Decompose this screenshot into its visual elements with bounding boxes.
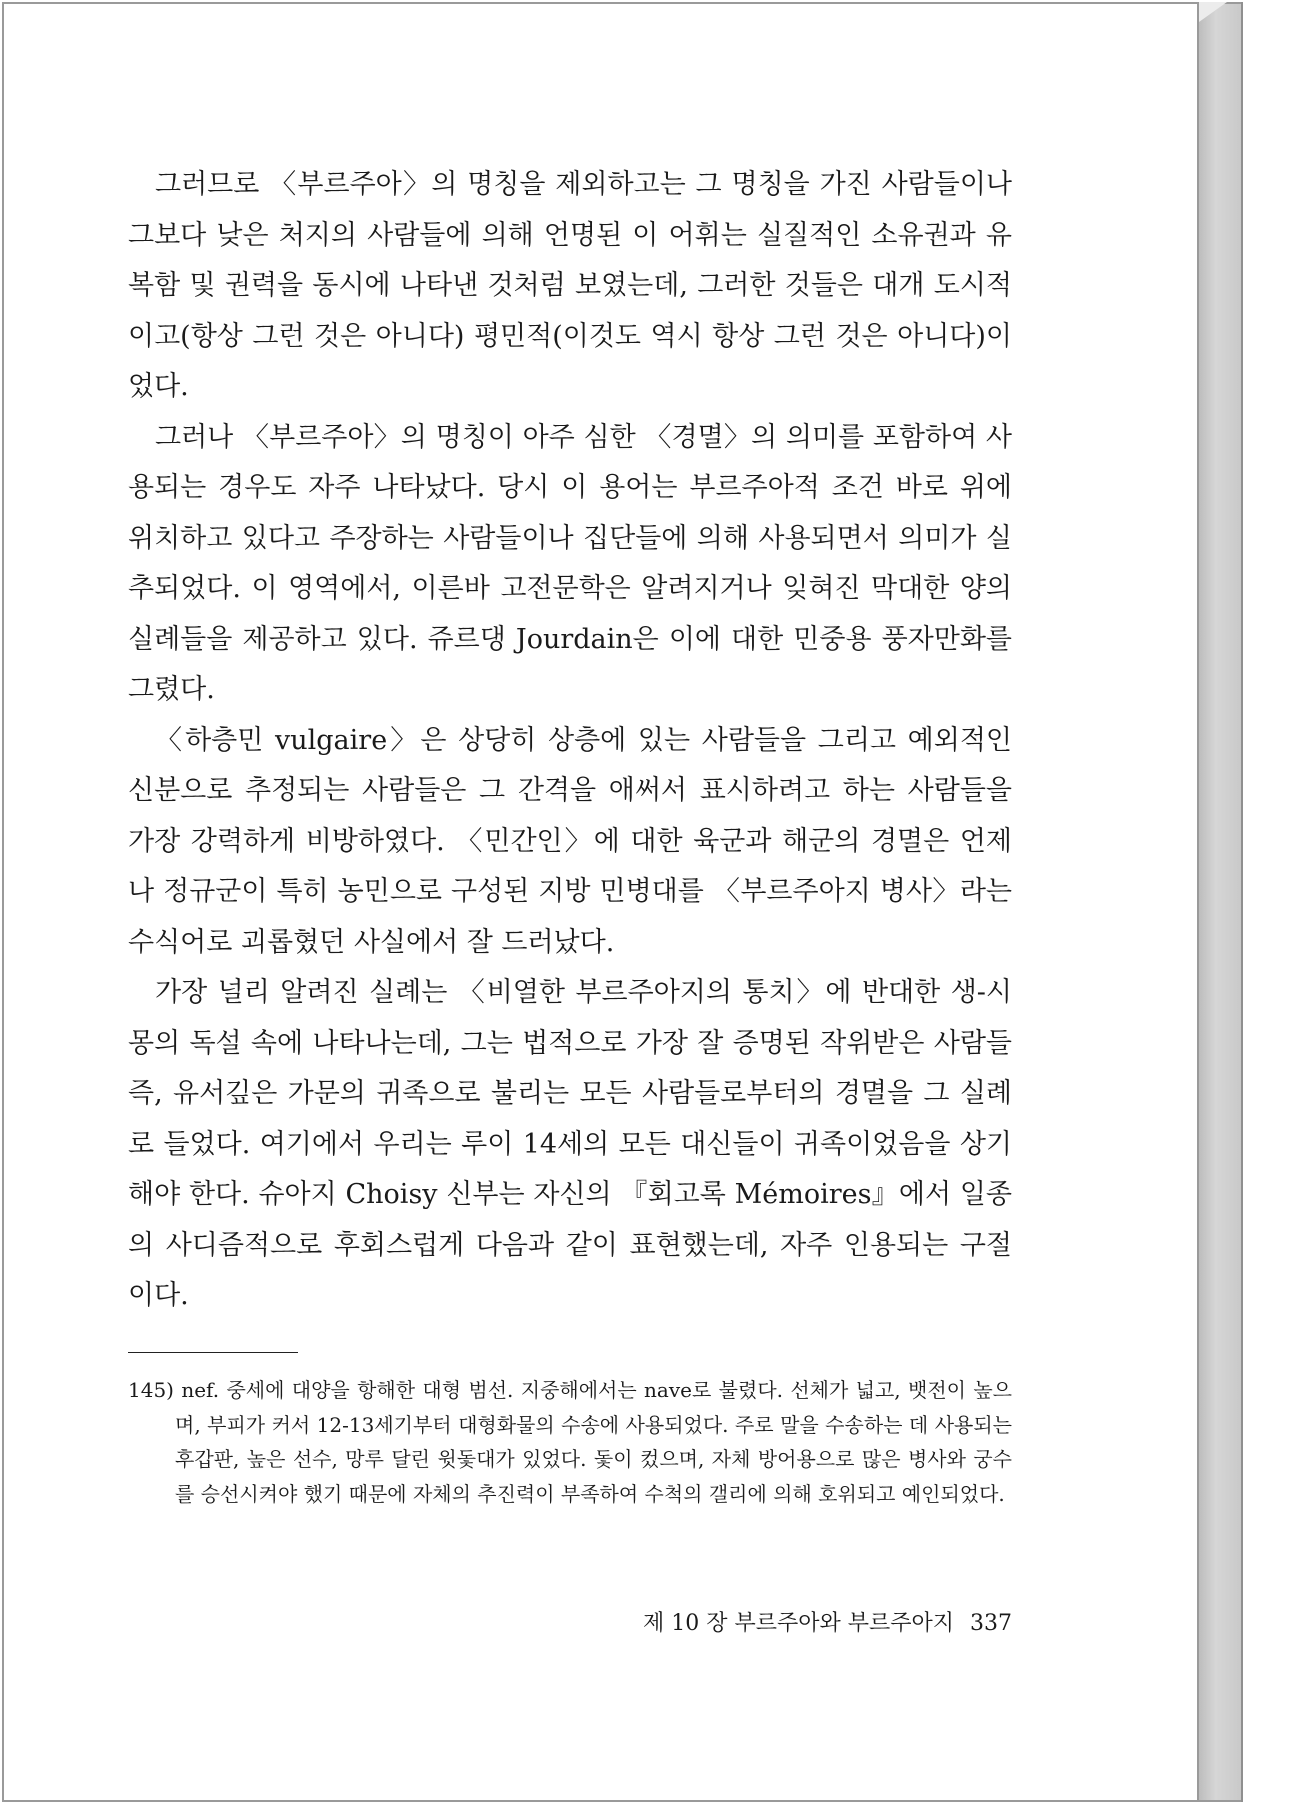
paragraph-3: 〈하층민 vulgaire〉은 상당히 상층에 있는 사람들을 그리고 예외적인 신분으로 추정되는 사람들은 그 간격을 애써서 표시하려고 하는 사람들을 가장 강력하게 비방하였다. 〈민간인〉에 대한 육군과 해군의 경멸은 언제나 정규군이 특히 농민으로 구성된 지방 민병대를 〈부르주아지 병사〉라는 수식어로 괴롭혔던 사실에서 잘 드러났다. [128, 724, 1012, 958]
paragraph-4: 가장 널리 알려진 실례는 〈비열한 부르주아지의 통치〉에 반대한 생-시몽의 독설 속에 나타나는데, 그는 법적으로 가장 잘 증명된 작위받은 사람들 즉, 유서깊은 가문의 귀족으로 불리는 모든 사람들로부터의 경멸을 그 실례로 들었다. 여기에서 우리는 루이 14세의 모든 대신들이 귀족이었음을 상기해야 한다. 슈아지 Choisy 신부는 자신의 『회고록 Mémoires』에서 일종의 사디즘적으로 후회스럽게 다음과 같이 표현했는데, 자주 인용되는 구절이다. [128, 977, 1012, 1311]
page-stack-edge [1199, 2, 1241, 1802]
paragraph-1: 그러므로 〈부르주아〉의 명칭을 제외하고는 그 명칭을 가진 사람들이나 그보다 낮은 처지의 사람들에 의해 언명된 이 어휘는 실질적인 소유권과 유복함 및 권력을 동시에 나타낸 것처럼 보였는데, 그러한 것들은 대개 도시적이고(항상 그런 것은 아니다) 평민적(이것도 역시 항상 그런 것은 아니다)이었다. [128, 169, 1012, 402]
chapter-title: 제 10 장 부르주아와 부르주아지 [643, 1611, 954, 1636]
running-footer [643, 1609, 1012, 1639]
page-shadow [1241, 2, 1243, 1802]
page-corner-fold [1199, 2, 1227, 22]
footnote-divider [128, 1352, 298, 1353]
page-number: 337 [970, 1611, 1012, 1636]
paragraph-2: 그러나 〈부르주아〉의 명칭이 아주 심한 〈경멸〉의 의미를 포함하여 사용되는 경우도 자주 나타났다. 당시 이 용어는 부르주아적 조건 바로 위에 위치하고 있다고 주장하는 사람들이나 집단들에 의해 사용되면서 의미가 실추되었다. 이 영역에서, 이른바 고전문학은 알려지거나 잊혀진 막대한 양의 실례들을 제공하고 있다. 쥬르댕 Jourdain은 이에 대한 민중용 풍자만화를 그렸다. [128, 421, 1012, 705]
main-text [128, 160, 1012, 1322]
footnote-145: 145) nef. 중세에 대양을 항해한 대형 범선. 지중해에서는 nave로 불렸다. 선체가 넓고, 뱃전이 높으며, 부피가 커서 12-13세기부터 대형화물의 수송에 사용되었다. 주로 말을 수송하는 데 사용되는 후갑판, 높은 선수, 망루 달린 윗돛대가 있었다. 돛이 컸으며, 자체 방어용으로 많은 병사와 궁수를 승선시켜야 했기 때문에 자체의 추진력이 부족하여 수척의 갤리에 의해 호위되고 예인되었다. [128, 1378, 1012, 1506]
